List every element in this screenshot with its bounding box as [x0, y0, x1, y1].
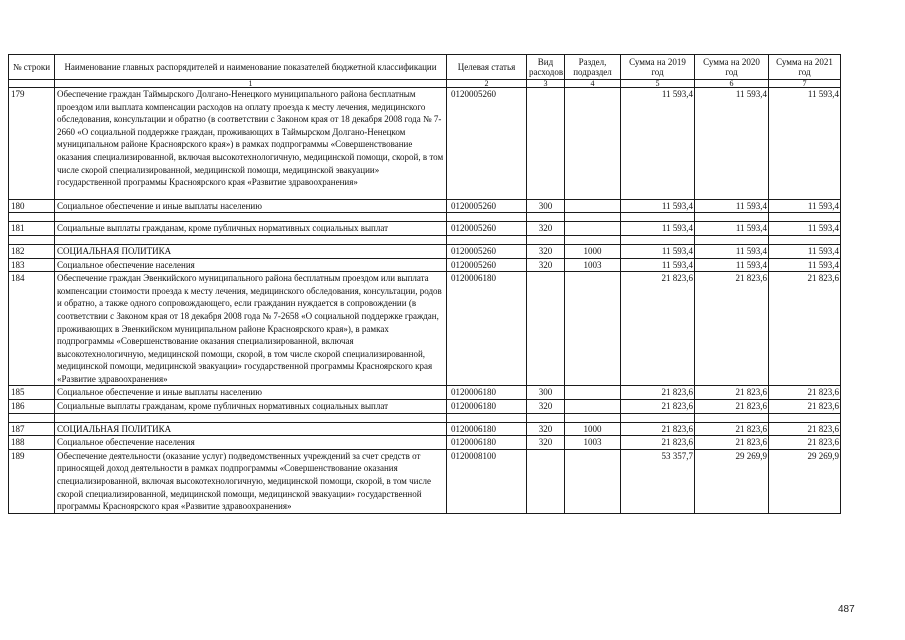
- spacer-cell: [695, 213, 769, 222]
- section-cell: [565, 88, 621, 200]
- row-number-cell: 187: [9, 422, 55, 436]
- target-article-cell: 0120006180: [447, 400, 527, 414]
- target-article-cell: 0120005260: [447, 199, 527, 213]
- target-article-cell: 0120005260: [447, 258, 527, 272]
- spacer-cell: [55, 213, 447, 222]
- expense-type-cell: [527, 88, 565, 200]
- section-cell: [565, 386, 621, 400]
- header-expense-type: Вид расходов: [527, 55, 565, 80]
- expense-type-cell: [527, 272, 565, 386]
- sum-2020-cell: 29 269,9: [695, 449, 769, 513]
- table-row: [9, 258, 841, 272]
- spacer-cell: [565, 213, 621, 222]
- row-name-cell: Социальное обеспечение и иные выплаты населению: [55, 386, 447, 400]
- table-row: [9, 199, 841, 213]
- target-article-cell: 0120008100: [447, 449, 527, 513]
- sum-2019-cell: 11 593,4: [621, 244, 695, 258]
- spacer-cell: [527, 235, 565, 244]
- sum-2020-cell: 21 823,6: [695, 400, 769, 414]
- sum-2021-cell: 11 593,4: [769, 222, 841, 236]
- table-row: [9, 272, 841, 386]
- spacer-cell: [769, 235, 841, 244]
- section-cell: 1003: [565, 436, 621, 450]
- spacer-cell: [527, 213, 565, 222]
- row-name-cell: Обеспечение граждан Эвенкийского муниципального района бесплатным проездом или выплата компенсации стоимости проезда к месту лечения, медицинского обследования, консультации, родов и обратно, а также одного сопровождающего, если гражданин нуждается в сопровождении (в соответствии с Законом края от 18 декабря 2008 года № 7-2658 «О социальной поддержке граждан, проживающих в Эвенкийском муниципальном районе Красноярского края»), в рамках подпрограммы «Совершенствование оказания специализированной, включая высокотехнологичную, медицинской помощи, скорой, в том числе скорой специализированной, медицинской помощи, медицинской эвакуации» государственной программы Красноярского края «Развитие здравоохранения»: [55, 272, 447, 386]
- sum-2019-cell: 21 823,6: [621, 436, 695, 450]
- sum-2020-cell: 11 593,4: [695, 244, 769, 258]
- row-number-cell: 186: [9, 400, 55, 414]
- row-name-cell: СОЦИАЛЬНАЯ ПОЛИТИКА: [55, 422, 447, 436]
- row-name-cell: Социальные выплаты гражданам, кроме публичных нормативных социальных выплат: [55, 400, 447, 414]
- section-cell: [565, 449, 621, 513]
- sum-2019-cell: 21 823,6: [621, 386, 695, 400]
- section-cell: 1000: [565, 244, 621, 258]
- table-row: [9, 400, 841, 414]
- spacer-cell: [447, 235, 527, 244]
- spacer-cell: [621, 213, 695, 222]
- sum-2021-cell: 11 593,4: [769, 244, 841, 258]
- sum-2019-cell: 53 357,7: [621, 449, 695, 513]
- header-row-number: № строки: [9, 55, 55, 80]
- sum-2021-cell: 21 823,6: [769, 272, 841, 386]
- target-article-cell: 0120005260: [447, 88, 527, 200]
- row-name-cell: Обеспечение граждан Таймырского Долгано-Ненецкого муниципального района бесплатным проездом или выплата компенсации расходов на оплату проезда к месту лечения, медицинского обследования, консультации и обратно (в соответствии с Законом края от 18 декабря 2008 года № 7-2660 «О социальной поддержке граждан, проживающих в Таймырском Долгано-Ненецком муниципальном районе Красноярского края») в рамках подпрограммы «Совершенствование оказания специализированной, включая высокотехнологичную, медицинской помощи, скорой, в том числе скорой специализированной, медицинской помощи, медицинской эвакуации» государственной программы Красноярского края «Развитие здравоохранения»: [55, 88, 447, 200]
- spacer-row: [9, 213, 841, 222]
- column-number: [9, 80, 55, 88]
- target-article-cell: 0120006180: [447, 272, 527, 386]
- table-row: [9, 222, 841, 236]
- spacer-cell: [621, 235, 695, 244]
- expense-type-cell: 320: [527, 244, 565, 258]
- sum-2021-cell: 21 823,6: [769, 400, 841, 414]
- spacer-cell: [565, 413, 621, 422]
- sum-2020-cell: 21 823,6: [695, 272, 769, 386]
- row-name-cell: Социальное обеспечение и иные выплаты населению: [55, 199, 447, 213]
- column-number: 2: [447, 80, 527, 88]
- row-name-cell: Социальное обеспечение населения: [55, 258, 447, 272]
- spacer-cell: [9, 235, 55, 244]
- table-row: [9, 436, 841, 450]
- sum-2019-cell: 11 593,4: [621, 258, 695, 272]
- spacer-cell: [769, 213, 841, 222]
- spacer-cell: [621, 413, 695, 422]
- section-cell: 1003: [565, 258, 621, 272]
- target-article-cell: 0120005260: [447, 244, 527, 258]
- column-number-row: [9, 80, 841, 88]
- sum-2021-cell: 21 823,6: [769, 386, 841, 400]
- spacer-cell: [695, 235, 769, 244]
- sum-2020-cell: 11 593,4: [695, 88, 769, 200]
- spacer-cell: [527, 413, 565, 422]
- sum-2019-cell: 21 823,6: [621, 422, 695, 436]
- header-sum-2020: Сумма на 2020 год: [695, 55, 769, 80]
- table-row: [9, 88, 841, 200]
- sum-2019-cell: 21 823,6: [621, 400, 695, 414]
- expense-type-cell: 300: [527, 386, 565, 400]
- column-number: 3: [527, 80, 565, 88]
- section-cell: [565, 222, 621, 236]
- sum-2020-cell: 21 823,6: [695, 422, 769, 436]
- section-cell: [565, 272, 621, 386]
- expense-type-cell: 320: [527, 400, 565, 414]
- sum-2019-cell: 21 823,6: [621, 272, 695, 386]
- header-sum-2021: Сумма на 2021 год: [769, 55, 841, 80]
- row-number-cell: 183: [9, 258, 55, 272]
- target-article-cell: 0120005260: [447, 222, 527, 236]
- sum-2021-cell: 11 593,4: [769, 258, 841, 272]
- column-number: 7: [769, 80, 841, 88]
- header-name: Наименование главных распорядителей и наименование показателей бюджетной классификации: [55, 55, 447, 80]
- table-row: [9, 386, 841, 400]
- sum-2020-cell: 11 593,4: [695, 222, 769, 236]
- sum-2020-cell: 21 823,6: [695, 436, 769, 450]
- row-number-cell: 179: [9, 88, 55, 200]
- header-row: [9, 55, 841, 80]
- spacer-cell: [9, 413, 55, 422]
- expense-type-cell: 320: [527, 222, 565, 236]
- row-number-cell: 188: [9, 436, 55, 450]
- row-name-cell: СОЦИАЛЬНАЯ ПОЛИТИКА: [55, 244, 447, 258]
- spacer-row: [9, 413, 841, 422]
- table-row: [9, 449, 841, 513]
- spacer-cell: [565, 235, 621, 244]
- page-number: 487: [838, 604, 855, 615]
- target-article-cell: 0120006180: [447, 436, 527, 450]
- sum-2021-cell: 11 593,4: [769, 199, 841, 213]
- spacer-cell: [769, 413, 841, 422]
- row-number-cell: 184: [9, 272, 55, 386]
- section-cell: [565, 400, 621, 414]
- spacer-cell: [447, 213, 527, 222]
- sum-2021-cell: 29 269,9: [769, 449, 841, 513]
- spacer-cell: [55, 413, 447, 422]
- column-number: 6: [695, 80, 769, 88]
- sum-2021-cell: 21 823,6: [769, 422, 841, 436]
- sum-2021-cell: 21 823,6: [769, 436, 841, 450]
- header-sum-2019: Сумма на 2019 год: [621, 55, 695, 80]
- sum-2019-cell: 11 593,4: [621, 88, 695, 200]
- row-number-cell: 189: [9, 449, 55, 513]
- spacer-cell: [55, 235, 447, 244]
- target-article-cell: 0120006180: [447, 422, 527, 436]
- row-number-cell: 180: [9, 199, 55, 213]
- expense-type-cell: 320: [527, 436, 565, 450]
- row-number-cell: 182: [9, 244, 55, 258]
- sum-2020-cell: 11 593,4: [695, 258, 769, 272]
- row-number-cell: 181: [9, 222, 55, 236]
- spacer-row: [9, 235, 841, 244]
- expense-type-cell: 300: [527, 199, 565, 213]
- column-number: 5: [621, 80, 695, 88]
- row-name-cell: Обеспечение деятельности (оказание услуг) подведомственных учреждений за счет средств от приносящей доход деятельности в рамках подпрограммы «Совершенствование оказания специализированной, включая высокотехнологичную, медицинской помощи, скорой, в том числе скорой специализированной, медицинской помощи, медицинской эвакуации» государственной программы Красноярского края «Развитие здравоохранения»: [55, 449, 447, 513]
- expense-type-cell: [527, 449, 565, 513]
- expense-type-cell: 320: [527, 258, 565, 272]
- spacer-cell: [447, 413, 527, 422]
- row-name-cell: Социальное обеспечение населения: [55, 436, 447, 450]
- column-number: 4: [565, 80, 621, 88]
- sum-2019-cell: 11 593,4: [621, 222, 695, 236]
- spacer-cell: [695, 413, 769, 422]
- column-number: 1: [55, 80, 447, 88]
- row-name-cell: Социальные выплаты гражданам, кроме публичных нормативных социальных выплат: [55, 222, 447, 236]
- table-row: [9, 244, 841, 258]
- table-row: [9, 422, 841, 436]
- sum-2020-cell: 21 823,6: [695, 386, 769, 400]
- header-target-article: Целевая статья: [447, 55, 527, 80]
- section-cell: [565, 199, 621, 213]
- sum-2019-cell: 11 593,4: [621, 199, 695, 213]
- section-cell: 1000: [565, 422, 621, 436]
- target-article-cell: 0120006180: [447, 386, 527, 400]
- spacer-cell: [9, 213, 55, 222]
- header-section: Раздел, подраздел: [565, 55, 621, 80]
- row-number-cell: 185: [9, 386, 55, 400]
- sum-2021-cell: 11 593,4: [769, 88, 841, 200]
- expense-type-cell: 320: [527, 422, 565, 436]
- sum-2020-cell: 11 593,4: [695, 199, 769, 213]
- budget-table: [8, 54, 841, 514]
